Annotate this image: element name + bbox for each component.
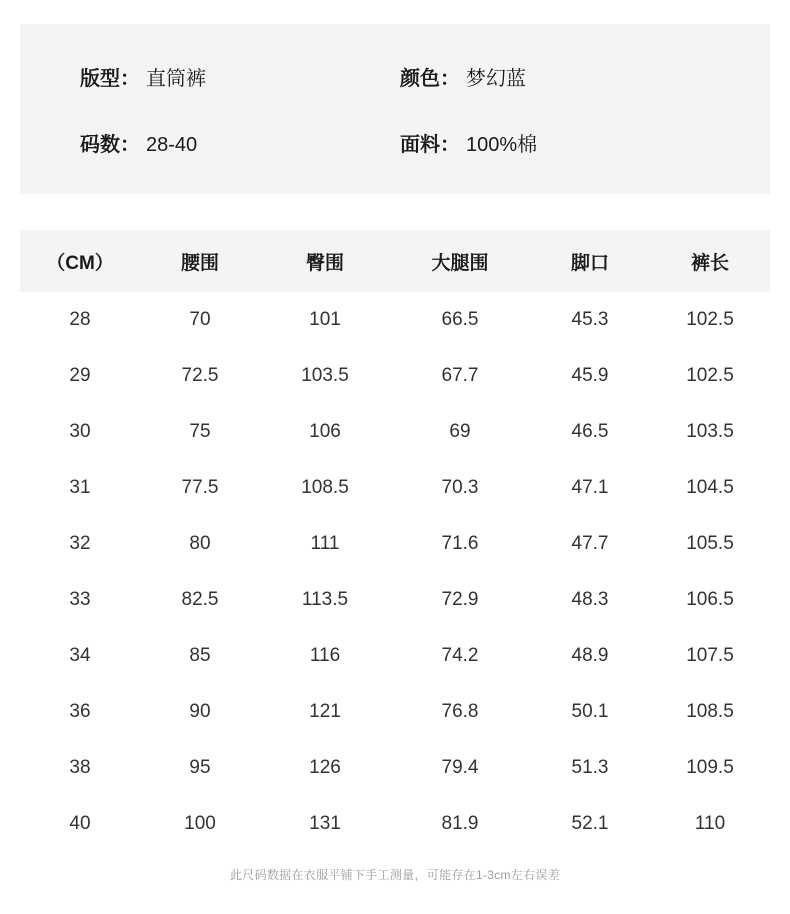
table-header-cell: 臀围 [305, 252, 344, 274]
table-cell: 28 [69, 309, 91, 330]
table-row [20, 572, 770, 628]
table-row [20, 684, 770, 740]
table-cell: 31 [69, 477, 91, 498]
table-cell: 70 [189, 309, 211, 330]
table-cell: 66.5 [441, 309, 479, 330]
table-cell: 32 [69, 533, 91, 554]
table-cell: 90 [189, 701, 211, 722]
product-info-item-fit [20, 62, 360, 91]
table-cell: 121 [309, 701, 341, 722]
table-cell: 46.5 [571, 421, 609, 442]
table-cell: 82.5 [181, 589, 219, 610]
size-table-body [20, 292, 770, 852]
table-row [20, 796, 770, 852]
table-cell: 34 [69, 645, 91, 666]
table-cell: 102.5 [686, 365, 734, 386]
size-table-wrap [20, 230, 770, 883]
table-cell: 30 [69, 421, 91, 442]
table-header-row [20, 230, 770, 292]
table-cell: 105.5 [686, 533, 734, 554]
fit-value: 直筒裤 [146, 67, 206, 90]
table-cell: 67.7 [441, 365, 479, 386]
table-cell: 110 [694, 813, 726, 834]
table-cell: 101 [309, 309, 341, 330]
table-cell: 80 [189, 533, 211, 554]
product-info-item-color [360, 62, 700, 91]
table-cell: 74.2 [441, 645, 479, 666]
table-cell: 47.1 [571, 477, 609, 498]
color-value: 梦幻蓝 [466, 67, 526, 90]
table-cell: 69 [449, 421, 471, 442]
table-row [20, 628, 770, 684]
table-cell: 48.9 [571, 645, 609, 666]
table-row [20, 740, 770, 796]
table-cell: 108.5 [301, 477, 349, 498]
table-row [20, 460, 770, 516]
table-cell: 103.5 [301, 365, 349, 386]
fabric-value: 100%棉 [466, 133, 538, 156]
table-cell: 106.5 [686, 589, 734, 610]
table-header-cell: 裤长 [690, 252, 729, 274]
table-row [20, 516, 770, 572]
table-cell: 100 [184, 813, 216, 834]
fabric-label: 面料： [400, 133, 460, 156]
table-row [20, 348, 770, 404]
table-cell: 109.5 [686, 757, 734, 778]
table-cell: 131 [309, 813, 341, 834]
table-cell: 38 [69, 757, 91, 778]
product-info-row [20, 43, 770, 109]
sizes-value: 28-40 [146, 133, 198, 156]
table-cell: 79.4 [441, 757, 479, 778]
table-cell: 70.3 [441, 477, 479, 498]
measurement-footnote: 此尺码数据在衣服平铺下手工测量，可能存在1-3cm左右误差 [229, 868, 561, 882]
table-cell: 108.5 [686, 701, 734, 722]
sizes-label: 码数： [80, 133, 140, 156]
table-cell: 113.5 [301, 589, 349, 610]
table-header-cell: 大腿围 [431, 252, 489, 274]
table-cell: 45.9 [571, 365, 609, 386]
table-cell: 95 [189, 757, 211, 778]
fit-label: 版型： [80, 67, 140, 90]
size-table-head [20, 230, 770, 292]
table-cell: 104.5 [686, 477, 734, 498]
table-cell: 111 [310, 533, 340, 554]
table-cell: 126 [309, 757, 341, 778]
table-cell: 36 [69, 701, 91, 722]
table-cell: 29 [69, 365, 91, 386]
table-cell: 47.7 [571, 533, 609, 554]
table-cell: 40 [69, 813, 91, 834]
table-cell: 72.5 [181, 365, 219, 386]
table-header-cell: 脚口 [570, 252, 609, 274]
table-cell: 51.3 [571, 757, 609, 778]
table-header-cell: （CM） [46, 252, 114, 274]
table-row [20, 404, 770, 460]
table-cell: 81.9 [441, 813, 479, 834]
table-cell: 33 [69, 589, 91, 610]
table-cell: 75 [189, 421, 211, 442]
table-cell: 52.1 [571, 813, 609, 834]
table-cell: 102.5 [686, 309, 734, 330]
table-cell: 116 [309, 645, 341, 666]
size-table [20, 230, 770, 852]
table-cell: 85 [189, 645, 211, 666]
product-info-item-sizes [20, 128, 360, 157]
table-row [20, 292, 770, 348]
table-cell: 72.9 [441, 589, 479, 610]
table-cell: 48.3 [571, 589, 609, 610]
table-cell: 77.5 [181, 477, 219, 498]
color-label: 颜色： [400, 67, 460, 90]
product-info-row [20, 109, 770, 175]
table-header-cell: 腰围 [180, 252, 219, 274]
table-cell: 107.5 [686, 645, 734, 666]
table-cell: 50.1 [571, 701, 609, 722]
table-cell: 106 [309, 421, 341, 442]
table-cell: 45.3 [571, 309, 609, 330]
table-cell: 76.8 [441, 701, 479, 722]
product-info-panel [20, 24, 770, 194]
product-info-item-fabric [360, 128, 700, 157]
size-chart-page [0, 24, 790, 914]
table-cell: 71.6 [441, 533, 479, 554]
table-cell: 103.5 [686, 421, 734, 442]
